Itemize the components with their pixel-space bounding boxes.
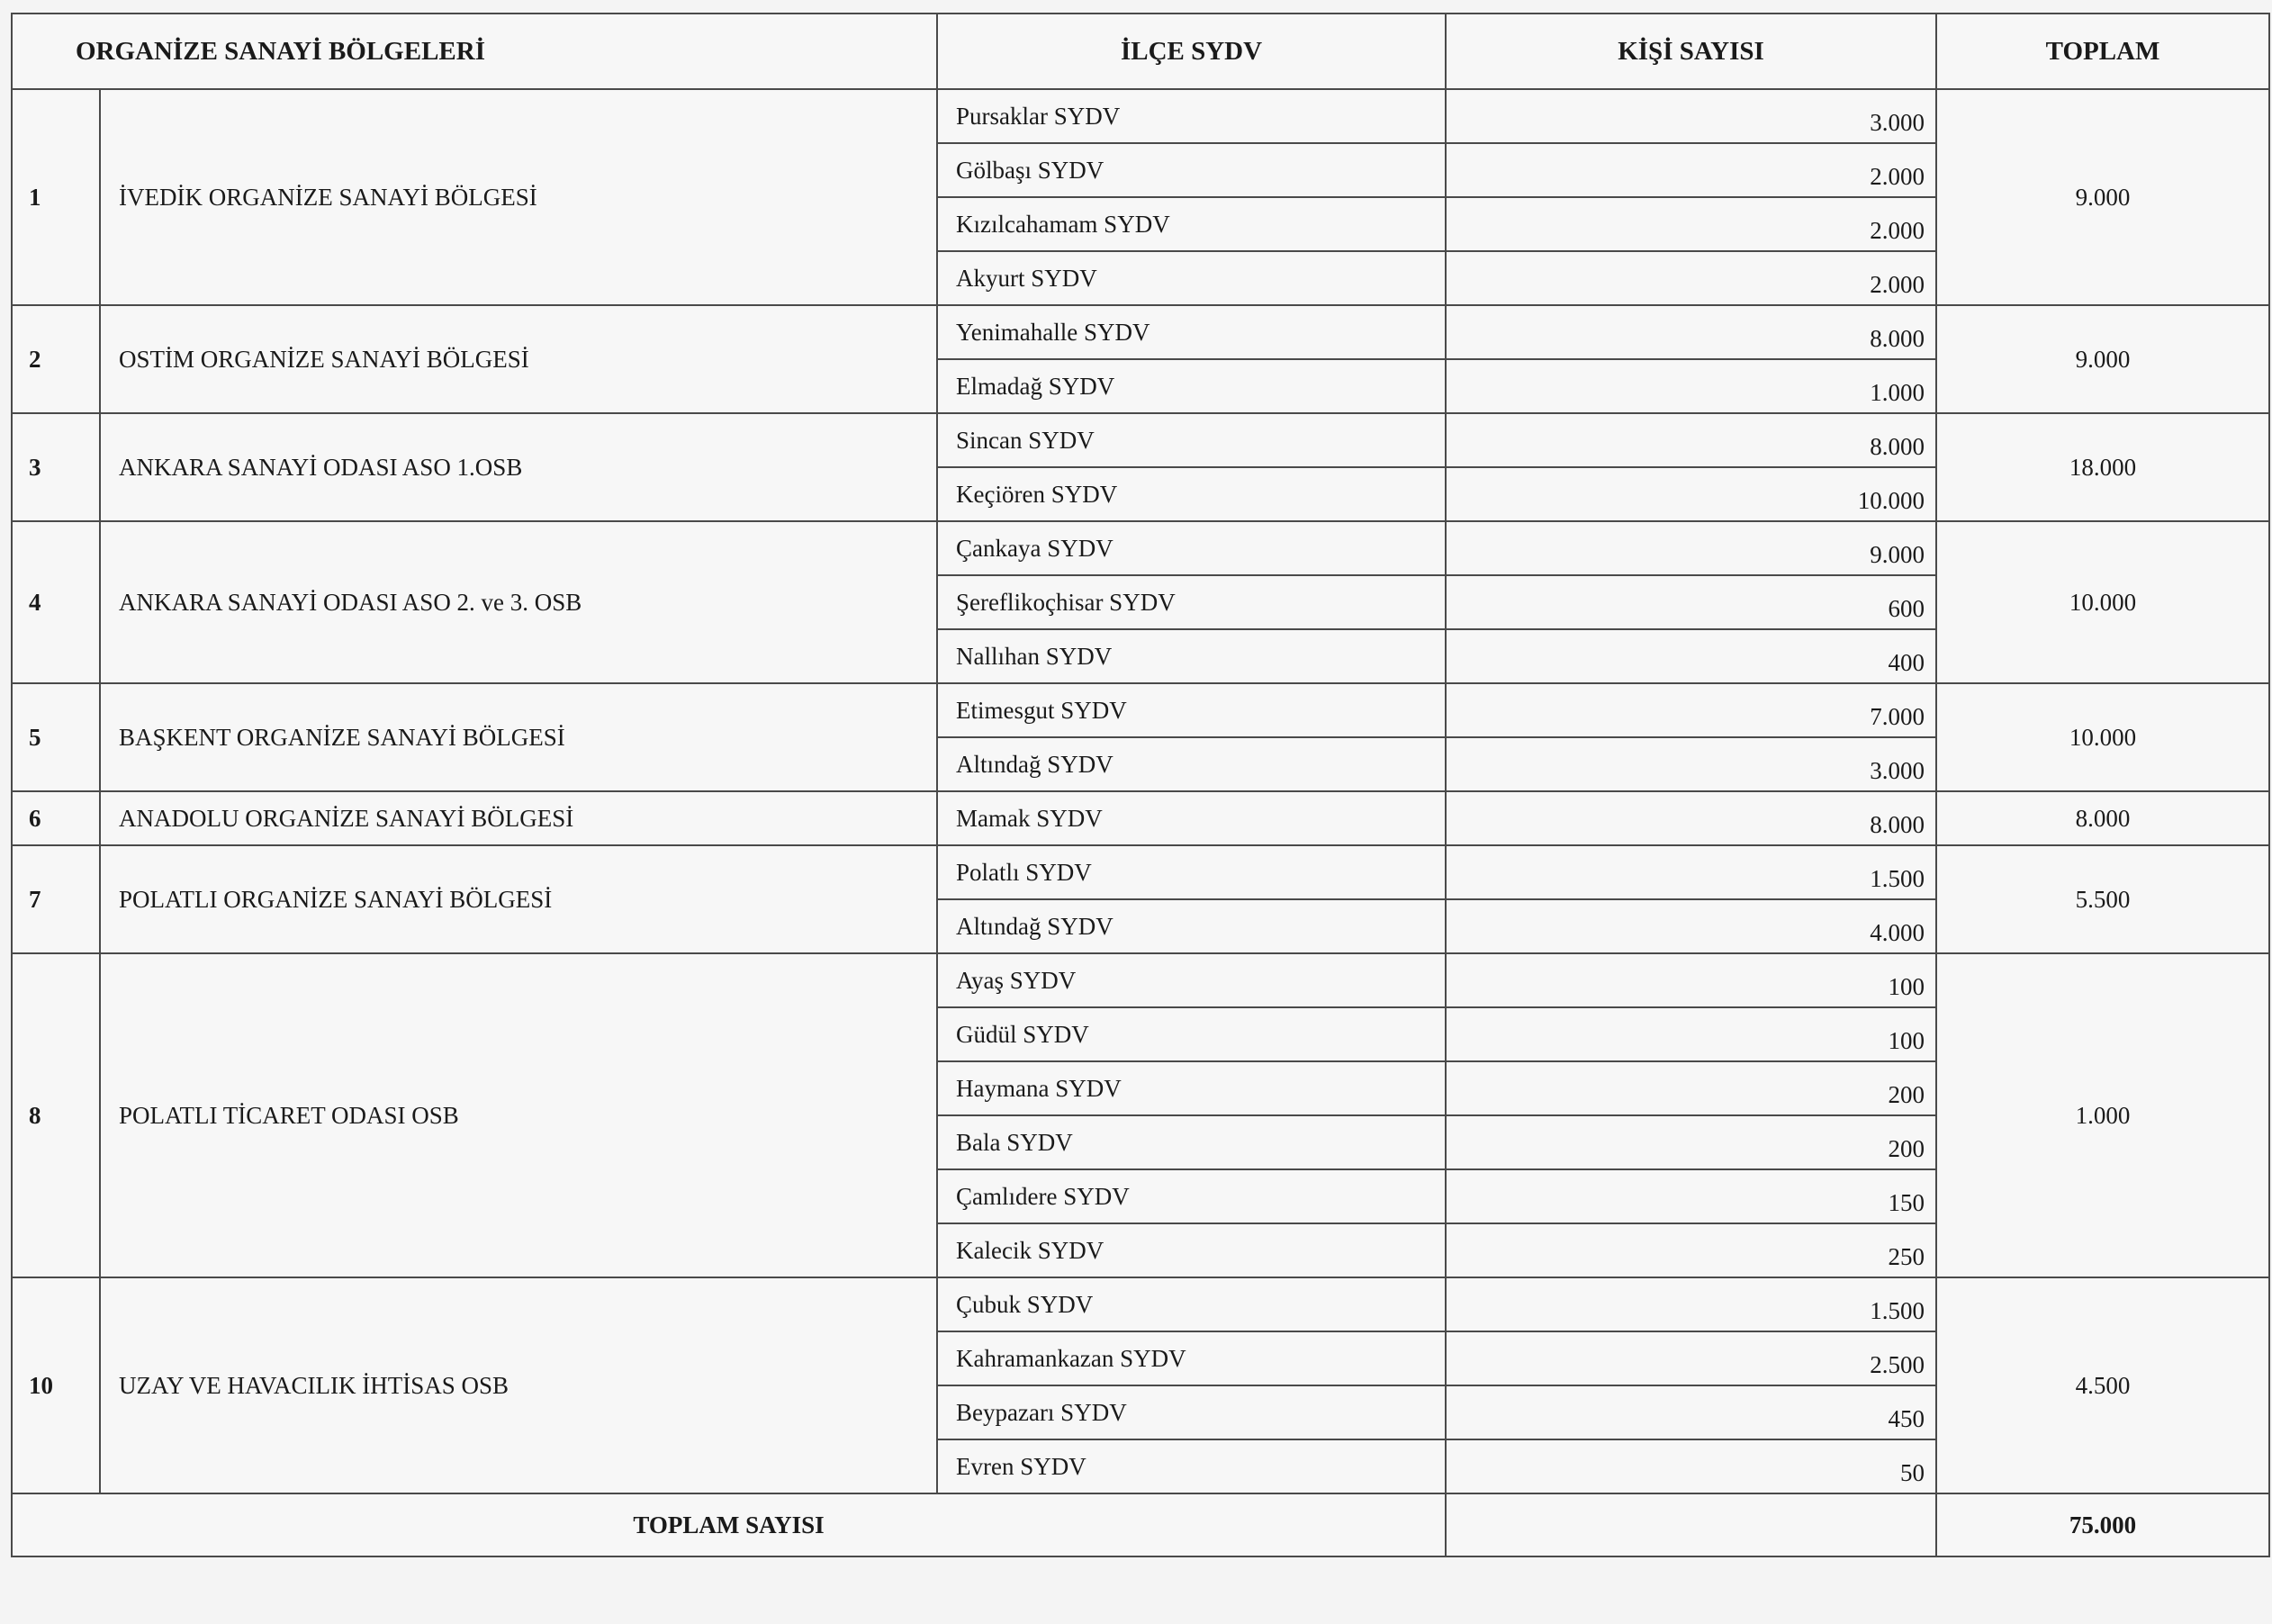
district-name: Kahramankazan SYDV bbox=[937, 1331, 1446, 1385]
person-count: 2.000 bbox=[1446, 251, 1936, 305]
region-number: 3 bbox=[12, 413, 100, 521]
header-count: KİŞİ SAYISI bbox=[1446, 14, 1936, 89]
header-row bbox=[12, 14, 2269, 89]
person-count: 600 bbox=[1446, 575, 1936, 629]
region-total: 10.000 bbox=[1936, 683, 2269, 791]
header-total: TOPLAM bbox=[1936, 14, 2269, 89]
person-count: 150 bbox=[1446, 1169, 1936, 1223]
region-total: 18.000 bbox=[1936, 413, 2269, 521]
region-name: ANKARA SANAYİ ODASI ASO 2. ve 3. OSB bbox=[100, 521, 937, 683]
person-count: 2.000 bbox=[1446, 143, 1936, 197]
district-name: Nallıhan SYDV bbox=[937, 629, 1446, 683]
district-name: Sincan SYDV bbox=[937, 413, 1446, 467]
district-name: Evren SYDV bbox=[937, 1439, 1446, 1493]
table-row bbox=[12, 683, 2269, 737]
person-count: 8.000 bbox=[1446, 305, 1936, 359]
table-row bbox=[12, 89, 2269, 143]
district-name: Altındağ SYDV bbox=[937, 899, 1446, 953]
district-name: Pursaklar SYDV bbox=[937, 89, 1446, 143]
person-count: 1.500 bbox=[1446, 1277, 1936, 1331]
region-number: 2 bbox=[12, 305, 100, 413]
district-name: Akyurt SYDV bbox=[937, 251, 1446, 305]
person-count: 450 bbox=[1446, 1385, 1936, 1439]
region-name: İVEDİK ORGANİZE SANAYİ BÖLGESİ bbox=[100, 89, 937, 305]
region-total: 8.000 bbox=[1936, 791, 2269, 845]
region-total: 1.000 bbox=[1936, 953, 2269, 1277]
region-total: 9.000 bbox=[1936, 89, 2269, 305]
region-number: 5 bbox=[12, 683, 100, 791]
grand-total-row bbox=[12, 1493, 2269, 1556]
region-total: 10.000 bbox=[1936, 521, 2269, 683]
district-name: Altındağ SYDV bbox=[937, 737, 1446, 791]
person-count: 2.000 bbox=[1446, 197, 1936, 251]
person-count: 200 bbox=[1446, 1061, 1936, 1115]
table-row bbox=[12, 791, 2269, 845]
district-name: Güdül SYDV bbox=[937, 1007, 1446, 1061]
person-count: 100 bbox=[1446, 1007, 1936, 1061]
region-name: ANKARA SANAYİ ODASI ASO 1.OSB bbox=[100, 413, 937, 521]
table-row bbox=[12, 1277, 2269, 1331]
region-name: POLATLI ORGANİZE SANAYİ BÖLGESİ bbox=[100, 845, 937, 953]
region-name: OSTİM ORGANİZE SANAYİ BÖLGESİ bbox=[100, 305, 937, 413]
district-name: Elmadağ SYDV bbox=[937, 359, 1446, 413]
region-number: 6 bbox=[12, 791, 100, 845]
district-name: Yenimahalle SYDV bbox=[937, 305, 1446, 359]
table-row bbox=[12, 305, 2269, 359]
region-total: 5.500 bbox=[1936, 845, 2269, 953]
district-name: Haymana SYDV bbox=[937, 1061, 1446, 1115]
person-count: 1.000 bbox=[1446, 359, 1936, 413]
region-name: BAŞKENT ORGANİZE SANAYİ BÖLGESİ bbox=[100, 683, 937, 791]
grand-total-spacer bbox=[1446, 1493, 1936, 1556]
osb-allocation-table bbox=[11, 13, 2270, 1557]
person-count: 50 bbox=[1446, 1439, 1936, 1493]
region-total: 4.500 bbox=[1936, 1277, 2269, 1493]
region-total: 9.000 bbox=[1936, 305, 2269, 413]
person-count: 8.000 bbox=[1446, 413, 1936, 467]
district-name: Çamlıdere SYDV bbox=[937, 1169, 1446, 1223]
district-name: Ayaş SYDV bbox=[937, 953, 1446, 1007]
grand-total-label: TOPLAM SAYISI bbox=[12, 1493, 1446, 1556]
region-number: 8 bbox=[12, 953, 100, 1277]
region-number: 1 bbox=[12, 89, 100, 305]
region-name: ANADOLU ORGANİZE SANAYİ BÖLGESİ bbox=[100, 791, 937, 845]
district-name: Çubuk SYDV bbox=[937, 1277, 1446, 1331]
person-count: 250 bbox=[1446, 1223, 1936, 1277]
district-name: Bala SYDV bbox=[937, 1115, 1446, 1169]
person-count: 9.000 bbox=[1446, 521, 1936, 575]
table-row bbox=[12, 953, 2269, 1007]
region-name: POLATLI TİCARET ODASI OSB bbox=[100, 953, 937, 1277]
district-name: Şereflikoçhisar SYDV bbox=[937, 575, 1446, 629]
person-count: 8.000 bbox=[1446, 791, 1936, 845]
district-name: Etimesgut SYDV bbox=[937, 683, 1446, 737]
district-name: Gölbaşı SYDV bbox=[937, 143, 1446, 197]
person-count: 200 bbox=[1446, 1115, 1936, 1169]
district-name: Kalecik SYDV bbox=[937, 1223, 1446, 1277]
region-number: 10 bbox=[12, 1277, 100, 1493]
region-number: 7 bbox=[12, 845, 100, 953]
district-name: Keçiören SYDV bbox=[937, 467, 1446, 521]
person-count: 3.000 bbox=[1446, 89, 1936, 143]
region-name: UZAY VE HAVACILIK İHTİSAS OSB bbox=[100, 1277, 937, 1493]
district-name: Mamak SYDV bbox=[937, 791, 1446, 845]
district-name: Çankaya SYDV bbox=[937, 521, 1446, 575]
table-row bbox=[12, 413, 2269, 467]
region-number: 4 bbox=[12, 521, 100, 683]
grand-total-value: 75.000 bbox=[1936, 1493, 2269, 1556]
district-name: Beypazarı SYDV bbox=[937, 1385, 1446, 1439]
header-region: ORGANİZE SANAYİ BÖLGELERİ bbox=[12, 14, 937, 89]
table-row bbox=[12, 521, 2269, 575]
person-count: 7.000 bbox=[1446, 683, 1936, 737]
person-count: 10.000 bbox=[1446, 467, 1936, 521]
person-count: 1.500 bbox=[1446, 845, 1936, 899]
person-count: 400 bbox=[1446, 629, 1936, 683]
table-body bbox=[12, 89, 2269, 1493]
district-name: Kızılcahamam SYDV bbox=[937, 197, 1446, 251]
person-count: 4.000 bbox=[1446, 899, 1936, 953]
header-district: İLÇE SYDV bbox=[937, 14, 1446, 89]
district-name: Polatlı SYDV bbox=[937, 845, 1446, 899]
person-count: 2.500 bbox=[1446, 1331, 1936, 1385]
table-row bbox=[12, 845, 2269, 899]
person-count: 100 bbox=[1446, 953, 1936, 1007]
person-count: 3.000 bbox=[1446, 737, 1936, 791]
